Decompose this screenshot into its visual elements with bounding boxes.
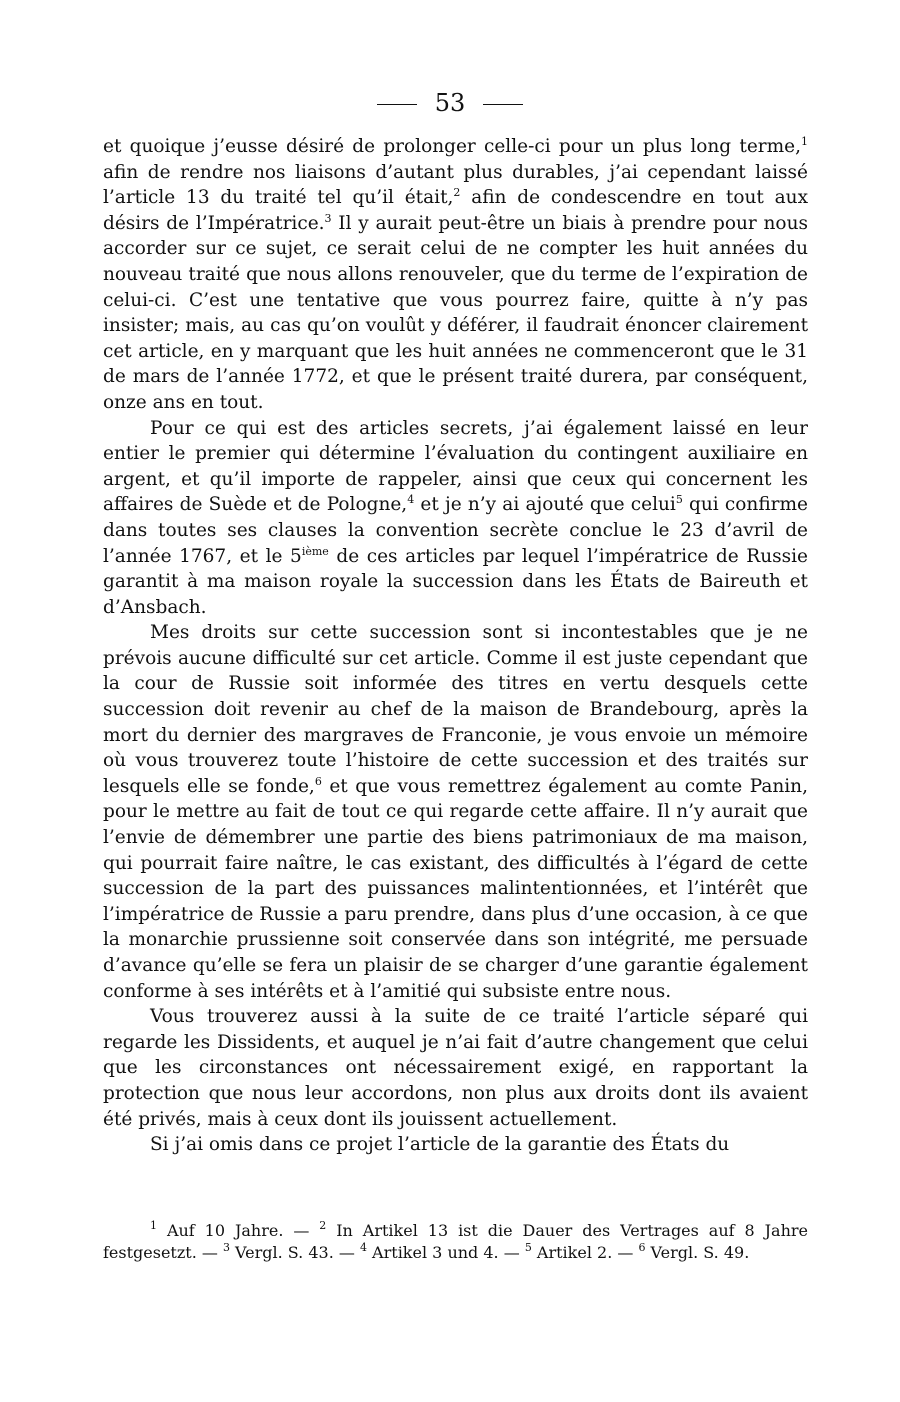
page-number: 53 (434, 89, 466, 117)
footnote-marker: 6 (314, 774, 322, 788)
footnote-marker: 3 (324, 211, 332, 225)
text-run: afin de rendre nos liaisons d’autant plus durables, j’ai cependant laissé l’article 13 du traité tel qu’il était, (103, 161, 808, 209)
footnote-marker: 2 (319, 1219, 327, 1232)
text-run: de ces articles par lequel l’impératrice de Russie garantit à ma maison royale la succession dans les États de Baireuth et d’Ansbach. (103, 545, 808, 618)
text-run: qui confirme dans toutes ses clauses la convention secrète conclue le 23 d’avril de l’année 1767, et le 5 (103, 494, 808, 567)
text-run: Si j’ai omis dans ce projet l’article de la garantie des États du (150, 1134, 730, 1156)
footnote-marker: 5 (524, 1241, 532, 1254)
text-run: Vergl. S. 49. (645, 1243, 750, 1262)
paragraph (103, 416, 808, 621)
footnotes (103, 1220, 808, 1264)
paragraph (103, 134, 808, 416)
text-run: Vous trouverez aussi à la suite de ce traité l’article séparé qui regarde les Dissidents, et auquel je n’ai fait d’autre changement que celui que les circonstances ont nécessairement exigé, en rapportant la protection que nous leur accordons, non plus aux droits dont ils avaient été privés, mais à ceux dont ils jouissent actuellement. (103, 1006, 808, 1130)
text-run: Auf 10 Jahre. — (157, 1221, 320, 1240)
text-run: Vergl. S. 43. — (229, 1243, 360, 1262)
text-run: In Artikel 13 ist die Dauer des Vertrages auf 8 Jahre festgesetzt. — (103, 1221, 808, 1262)
text-run: et je n’y ai ajouté que celui (414, 494, 676, 516)
footnote-marker: 4 (359, 1241, 367, 1254)
footnote-marker: 6 (638, 1241, 646, 1254)
page-header (0, 88, 900, 118)
footnote-marker: 4 (407, 493, 415, 507)
footnote-marker: 2 (453, 186, 461, 200)
footnote-marker: 5 (675, 493, 683, 507)
text-run: afin de condescendre en tout aux désirs de l’Impératrice. (103, 187, 808, 234)
footnote-marker: ième (301, 544, 329, 558)
footnote-marker: 3 (222, 1241, 230, 1254)
text-run: Mes droits sur cette succession sont si incontestables que je ne prévois aucune difficulté sur cet article. Comme il est juste cependant que la cour de Russie soit informée des titres en vertu desquels cette succession doit revenir au chef de la maison de Brandebourg, après la mort du dernier des margraves de Franconie, je vous envoie un mémoire où vous trouverez toute l’histoire de cette succession et des traités sur lesquels elle se fonde, (103, 622, 808, 797)
text-run: et que vous remettrez également au comte Panin, pour le mettre au fait de tout ce qui regarde cette affaire. Il n’y aurait que l’envie de démembrer une partie des biens patrimoniaux de ma maison, qui pourrait faire naître, le cas existant, des difficultés à l’égard de cette succession de la part des puissances malintentionnées, et l’intérêt que l’impératrice de Russie a paru prendre, dans plus d’une occasion, à ce que la monarchie prussienne soit conservée dans son intégrité, me persuade d’avance qu’elle se fera un plaisir de se charger d’une garantie également conforme à ses intérêts et à l’amitié qui subsiste entre nous. (103, 775, 808, 1002)
text-run: Il y aurait peut-être un biais à prendre pour nous accorder sur ce sujet, ce serait celui de ne compter les huit années du nouveau traité que nous allons renouveler, que du terme de l’expiration de celui-ci. C’est une tentative que vous pourrez faire, quitte à n’y pas insister; mais, au cas qu’on voulût y déférer, il faudrait énoncer clairement cet article, en y marquant que les huit années ne commenceront que le 31 de mars de l’année 1772, et que le présent traité durera, par conséquent, onze ans en tout. (103, 212, 808, 413)
footnote-marker: 1 (150, 1219, 157, 1232)
body-text (103, 134, 808, 1158)
header-rule-left (377, 104, 417, 105)
text-run: Artikel 3 und 4. — (366, 1243, 525, 1262)
text-run: Pour ce qui est des articles secrets, j’ai également laissé en leur entier le premier qui détermine l’évaluation du contingent auxiliaire en argent, et qu’il importe de rappeler, ainsi que ceux qui concernent les affaires de Suède et de Pologne, (103, 417, 808, 516)
text-run: et quoique j’eusse désiré de prolonger celle-ci pour un plus long terme, (103, 136, 801, 157)
text-run: Artikel 2. — (531, 1243, 639, 1262)
paragraph (103, 620, 808, 1004)
paragraph (103, 1132, 808, 1158)
header-rule-right (483, 104, 523, 105)
paragraph (103, 1004, 808, 1132)
footnote-block (103, 1220, 808, 1264)
footnote-marker: 1 (801, 135, 808, 148)
